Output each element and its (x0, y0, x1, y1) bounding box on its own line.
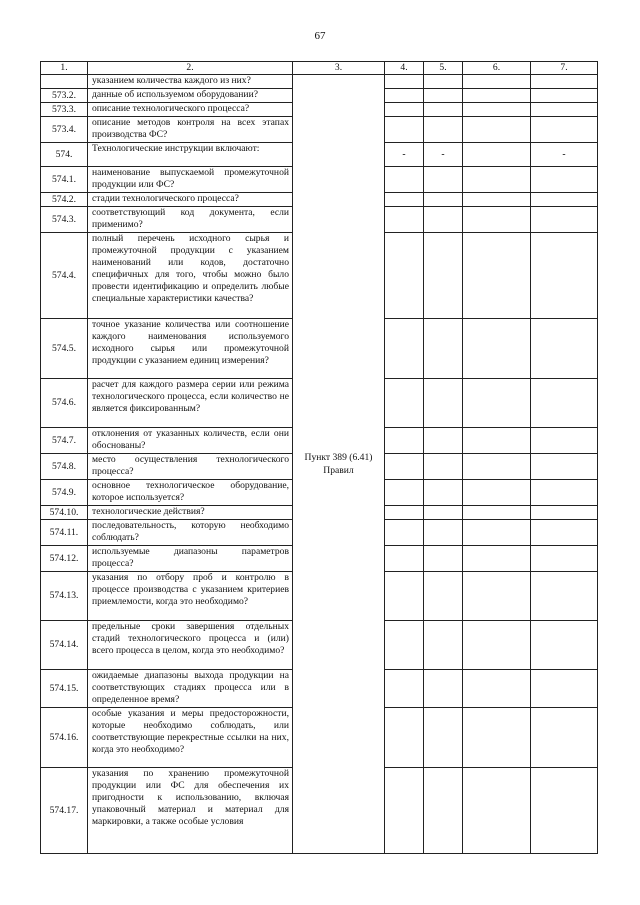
answer-cell-6[interactable] (463, 193, 531, 207)
answer-cell-6[interactable] (463, 143, 531, 167)
answer-cell-7[interactable] (531, 75, 598, 89)
item-description: точное указание количества или соотношение каждого наименования используемого исходного сырья или промежуточной продукции с указанием единиц измерения? (88, 319, 293, 379)
answer-cell-5[interactable] (424, 506, 463, 520)
item-description: последовательность, которую необходимо соблюдать? (88, 520, 293, 546)
answer-cell-6[interactable] (463, 454, 531, 480)
answer-cell-7[interactable] (531, 768, 598, 854)
item-description: предельные сроки завершения отдельных стадий технологического процесса и (или) всего процесса в целом, когда это необходимо? (88, 621, 293, 670)
item-description: расчет для каждого размера серии или режима технологического процесса, если количество не является фиксированным? (88, 379, 293, 428)
item-description: особые указания и меры предосторожности, которые необходимо соблюдать, или соответствующие перекрестные ссылки на них, когда это необходимо? (88, 708, 293, 768)
item-description: стадии технологического процесса? (88, 193, 293, 207)
answer-cell-4[interactable] (385, 167, 424, 193)
answer-cell-7[interactable] (531, 103, 598, 117)
answer-cell-4[interactable]: - (385, 143, 424, 167)
answer-cell-7[interactable] (531, 207, 598, 233)
answer-cell-6[interactable] (463, 233, 531, 319)
answer-cell-5[interactable] (424, 379, 463, 428)
item-number: 574.17. (41, 768, 88, 854)
answer-cell-5[interactable] (424, 167, 463, 193)
item-number: 574.11. (41, 520, 88, 546)
item-number: 574.1. (41, 167, 88, 193)
answer-cell-5[interactable] (424, 75, 463, 89)
answer-cell-7[interactable] (531, 520, 598, 546)
answer-cell-7[interactable] (531, 621, 598, 670)
item-number: 574.14. (41, 621, 88, 670)
item-description: указанием количества каждого из них? (88, 75, 293, 89)
answer-cell-7[interactable] (531, 193, 598, 207)
answer-cell-4[interactable] (385, 768, 424, 854)
item-number: 574.16. (41, 708, 88, 768)
answer-cell-4[interactable] (385, 520, 424, 546)
answer-cell-4[interactable] (385, 428, 424, 454)
answer-cell-4[interactable] (385, 89, 424, 103)
answer-cell-4[interactable] (385, 454, 424, 480)
answer-cell-4[interactable] (385, 117, 424, 143)
answer-cell-5[interactable] (424, 768, 463, 854)
item-number: 574.2. (41, 193, 88, 207)
answer-cell-5[interactable] (424, 233, 463, 319)
item-number: 574.12. (41, 546, 88, 572)
item-description: основное технологическое оборудование, которое используется? (88, 480, 293, 506)
answer-cell-7[interactable]: - (531, 143, 598, 167)
col-header-6: 6. (463, 62, 531, 75)
answer-cell-6[interactable] (463, 480, 531, 506)
answer-cell-6[interactable] (463, 708, 531, 768)
answer-cell-5[interactable] (424, 520, 463, 546)
answer-cell-7[interactable] (531, 233, 598, 319)
col-header-4: 4. (385, 62, 424, 75)
answer-cell-5[interactable] (424, 117, 463, 143)
answer-cell-6[interactable] (463, 572, 531, 621)
answer-cell-7[interactable] (531, 319, 598, 379)
answer-cell-5[interactable] (424, 103, 463, 117)
answer-cell-4[interactable] (385, 506, 424, 520)
answer-cell-7[interactable] (531, 117, 598, 143)
answer-cell-4[interactable] (385, 708, 424, 768)
item-number: 574.15. (41, 670, 88, 708)
answer-cell-6[interactable] (463, 379, 531, 428)
answer-cell-5[interactable] (424, 428, 463, 454)
item-description: наименование выпускаемой промежуточной продукции или ФС? (88, 167, 293, 193)
item-number: 574.6. (41, 379, 88, 428)
item-description: соответствующий код документа, если применимо? (88, 207, 293, 233)
answer-cell-5[interactable] (424, 480, 463, 506)
answer-cell-7[interactable] (531, 546, 598, 572)
answer-cell-6[interactable] (463, 768, 531, 854)
item-description: описание методов контроля на всех этапах производства ФС? (88, 117, 293, 143)
answer-cell-6[interactable] (463, 670, 531, 708)
answer-cell-4[interactable] (385, 572, 424, 621)
answer-cell-7[interactable] (531, 480, 598, 506)
answer-cell-5[interactable] (424, 708, 463, 768)
item-description: Технологические инструкции включают: (88, 143, 293, 167)
answer-cell-7[interactable] (531, 89, 598, 103)
answer-cell-6[interactable] (463, 520, 531, 546)
answer-cell-7[interactable] (531, 506, 598, 520)
item-description: данные об используемом оборудовании? (88, 89, 293, 103)
item-description: технологические действия? (88, 506, 293, 520)
item-number: 574.10. (41, 506, 88, 520)
item-number: 574. (41, 143, 88, 167)
answer-cell-6[interactable] (463, 621, 531, 670)
answer-cell-4[interactable] (385, 621, 424, 670)
answer-cell-6[interactable] (463, 103, 531, 117)
item-number (41, 75, 88, 89)
answer-cell-5[interactable] (424, 454, 463, 480)
item-number: 573.4. (41, 117, 88, 143)
answer-cell-6[interactable] (463, 428, 531, 454)
answer-cell-5[interactable] (424, 193, 463, 207)
col-header-3: 3. (293, 62, 385, 75)
answer-cell-4[interactable] (385, 103, 424, 117)
item-description: ожидаемые диапазоны выхода продукции на соответствующих стадиях процесса или в определенное время? (88, 670, 293, 708)
item-description: используемые диапазоны параметров процесса? (88, 546, 293, 572)
answer-cell-5[interactable] (424, 572, 463, 621)
answer-cell-4[interactable] (385, 480, 424, 506)
item-description: указания по отбору проб и контролю в процессе производства с указанием критериев приемлемости, когда это необходимо? (88, 572, 293, 621)
answer-cell-6[interactable] (463, 506, 531, 520)
item-number: 573.2. (41, 89, 88, 103)
item-description: указания по хранению промежуточной продукции или ФС для обеспечения их пригодности к использованию, включая упаковочный материал и материал для маркировки, а также особые условия (88, 768, 293, 854)
col-header-7: 7. (531, 62, 598, 75)
answer-cell-7[interactable] (531, 428, 598, 454)
answer-cell-7[interactable] (531, 167, 598, 193)
item-number: 574.3. (41, 207, 88, 233)
header-row (41, 62, 598, 75)
col-header-5: 5. (424, 62, 463, 75)
item-number: 573.3. (41, 103, 88, 117)
answer-cell-6[interactable] (463, 117, 531, 143)
answer-cell-4[interactable] (385, 546, 424, 572)
answer-cell-4[interactable] (385, 319, 424, 379)
item-number: 574.5. (41, 319, 88, 379)
item-description: место осуществления технологического процесса? (88, 454, 293, 480)
answer-cell-4[interactable] (385, 75, 424, 89)
item-number: 574.13. (41, 572, 88, 621)
item-number: 574.9. (41, 480, 88, 506)
answer-cell-5[interactable] (424, 621, 463, 670)
item-description: полный перечень исходного сырья и промежуточной продукции с указанием наименований или кодов, достаточно специфичных для того, чтобы можно было провести идентификацию и определить любые специальные характеристики качества? (88, 233, 293, 319)
answer-cell-5[interactable] (424, 207, 463, 233)
answer-cell-7[interactable] (531, 454, 598, 480)
regulation-reference: Пункт 389 (6.41) Правил (293, 75, 385, 854)
answer-cell-6[interactable] (463, 546, 531, 572)
page-number: 67 (314, 30, 326, 42)
col-header-2: 2. (88, 62, 293, 75)
answer-cell-7[interactable] (531, 572, 598, 621)
answer-cell-5[interactable] (424, 89, 463, 103)
answer-cell-5[interactable]: - (424, 143, 463, 167)
item-number: 574.8. (41, 454, 88, 480)
answer-cell-4[interactable] (385, 379, 424, 428)
answer-cell-4[interactable] (385, 233, 424, 319)
answer-cell-4[interactable] (385, 207, 424, 233)
item-description: описание технологического процесса? (88, 103, 293, 117)
col-header-1: 1. (41, 62, 88, 75)
answer-cell-5[interactable] (424, 670, 463, 708)
answer-cell-6[interactable] (463, 75, 531, 89)
item-number: 574.4. (41, 233, 88, 319)
item-number: 574.7. (41, 428, 88, 454)
answer-cell-6[interactable] (463, 89, 531, 103)
answer-cell-4[interactable] (385, 670, 424, 708)
answer-cell-7[interactable] (531, 379, 598, 428)
answer-cell-7[interactable] (531, 708, 598, 768)
answer-cell-6[interactable] (463, 319, 531, 379)
answer-cell-6[interactable] (463, 167, 531, 193)
requirements-table (40, 61, 598, 854)
item-description: отклонения от указанных количеств, если они обоснованы? (88, 428, 293, 454)
answer-cell-6[interactable] (463, 207, 531, 233)
answer-cell-5[interactable] (424, 546, 463, 572)
answer-cell-5[interactable] (424, 319, 463, 379)
table-row (41, 75, 598, 89)
answer-cell-7[interactable] (531, 670, 598, 708)
answer-cell-4[interactable] (385, 193, 424, 207)
